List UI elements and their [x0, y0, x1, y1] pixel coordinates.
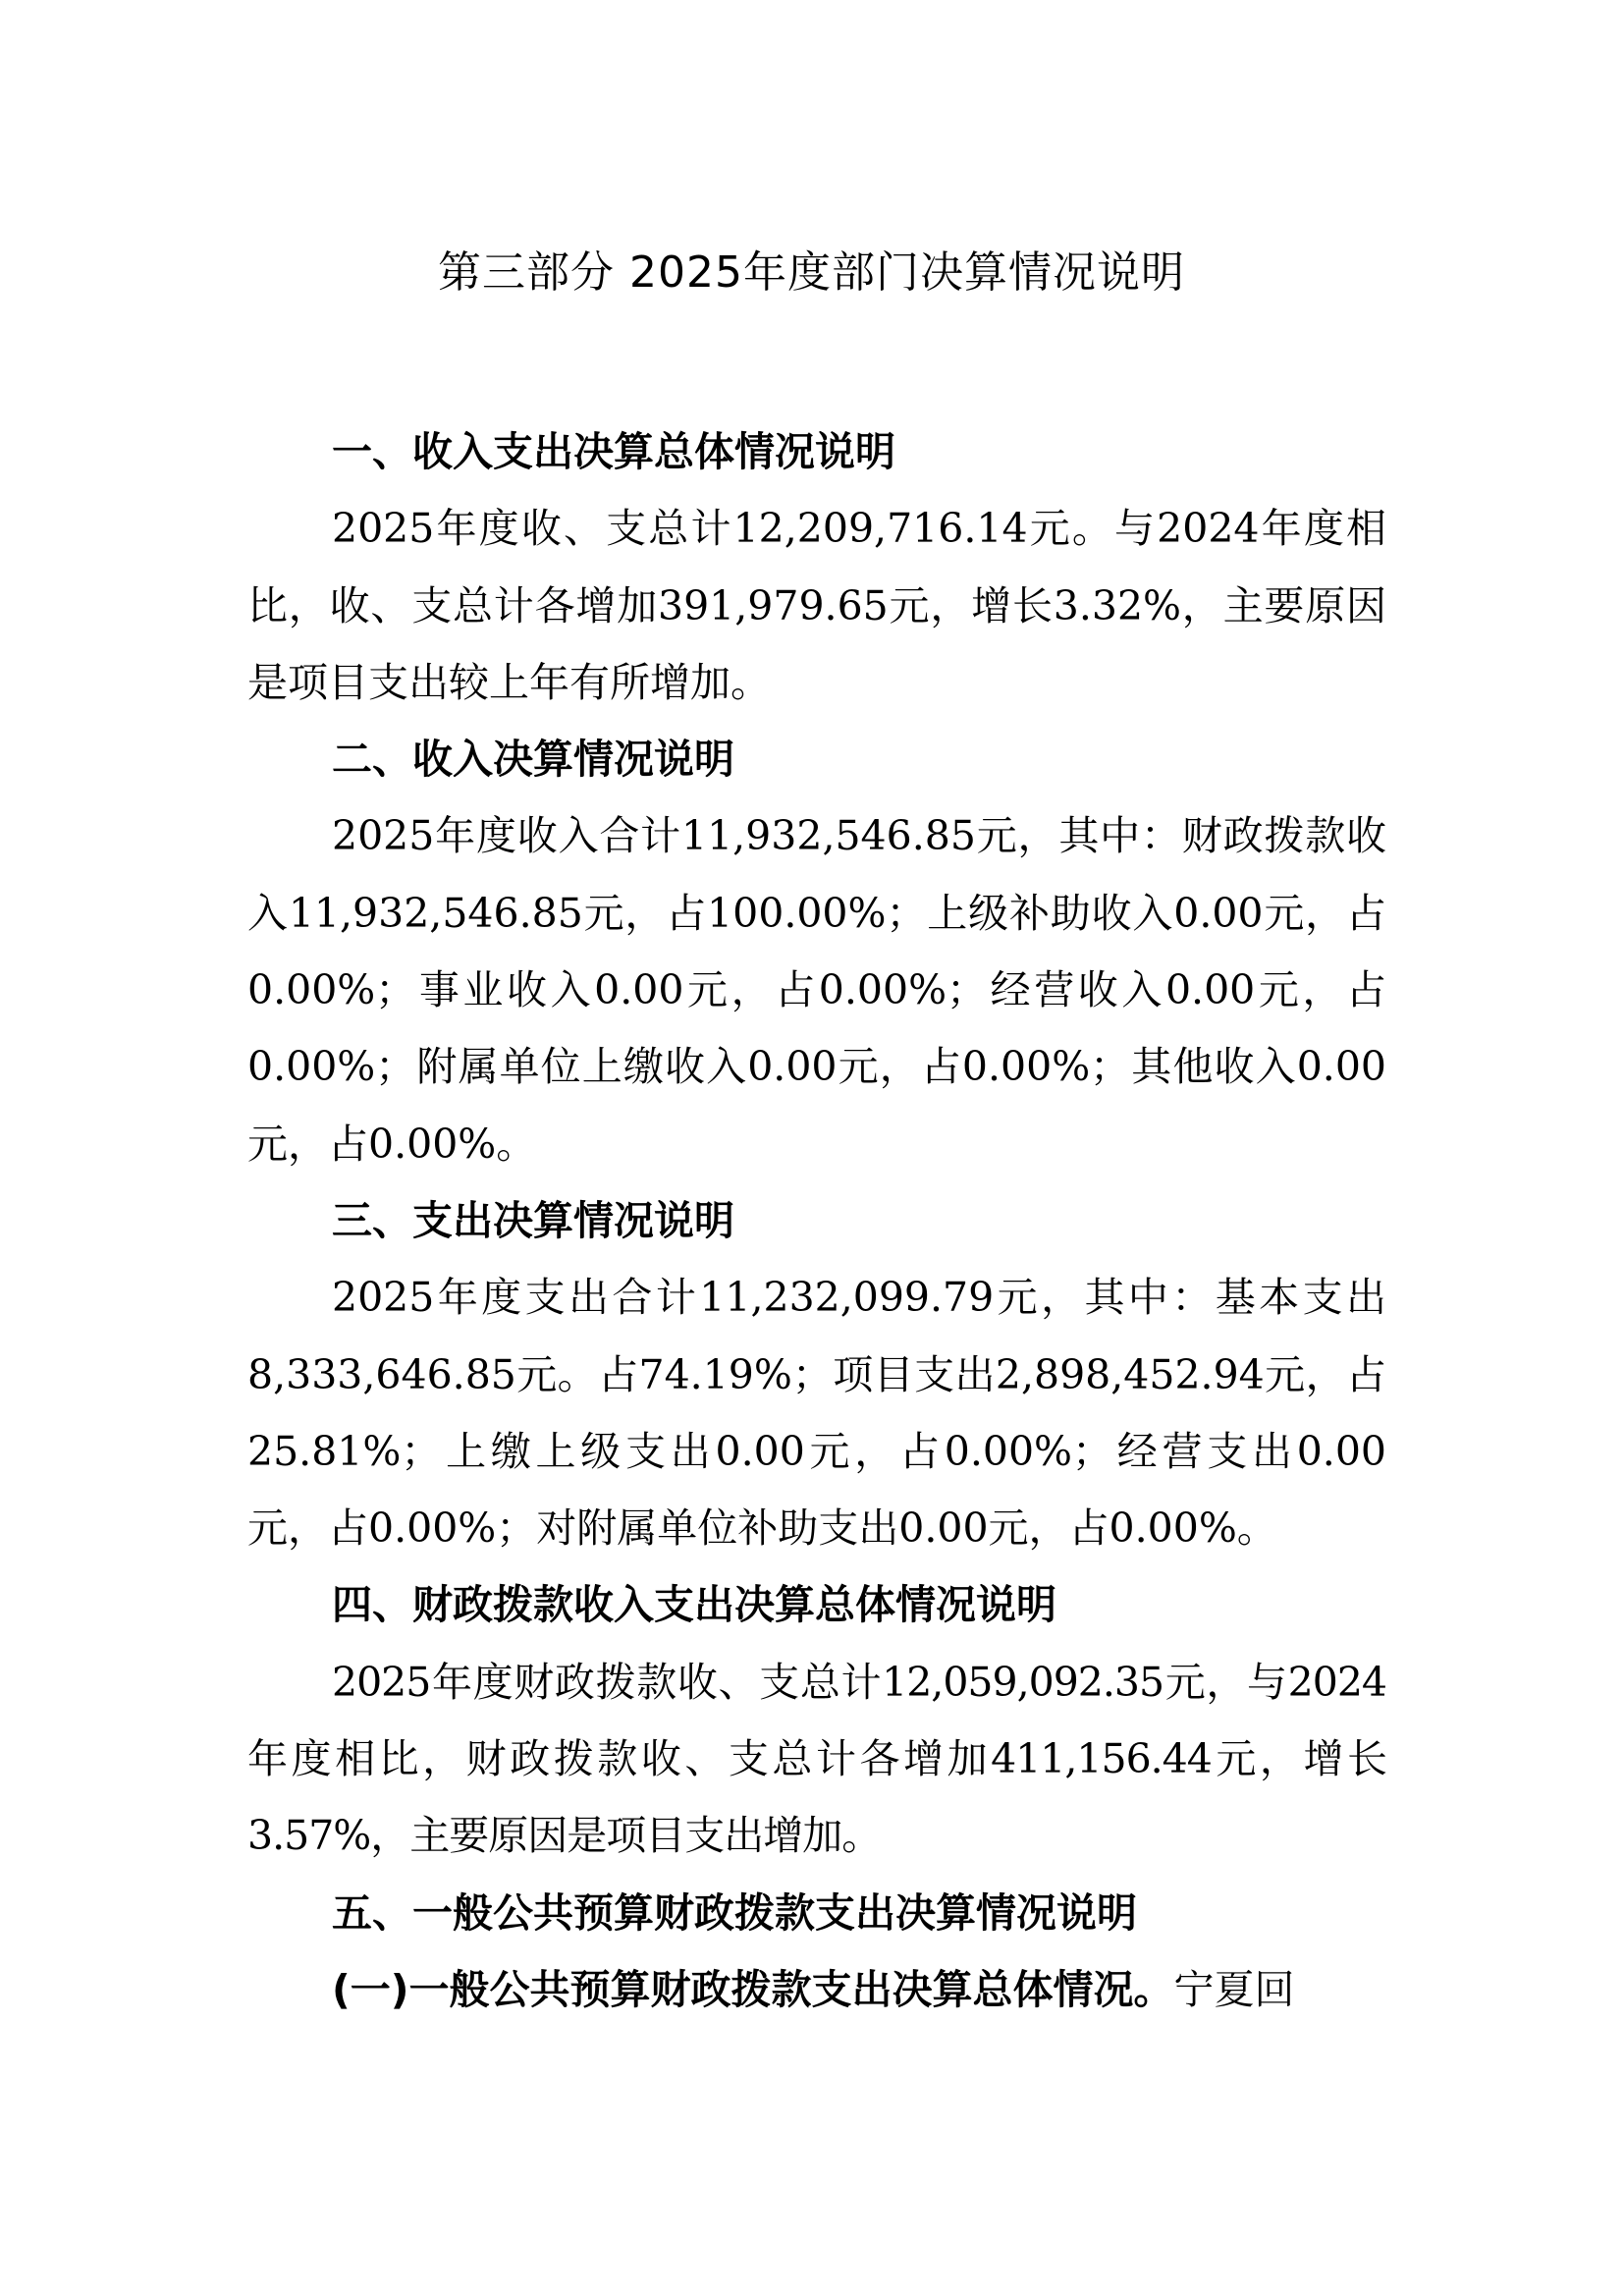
- section-1-heading: 一、收入支出决算总体情况说明: [332, 428, 895, 475]
- section-5-subparagraph: [247, 1951, 1386, 2028]
- section-2-paragraph: 2025年度收入合计11,932,546.85元，其中：财政拨款收入11,932,546.85元，占100.00%；上级补助收入0.00元，占0.00%；事业收入0.00元，占0.00%；经营收入0.00元，占0.00%；附属单位上缴收入0.00元，占0.00%；其他收入0.00元，占0.00%。: [247, 812, 1386, 1168]
- document-title: 第三部分 2025年度部门决算情况说明: [438, 247, 1185, 298]
- section-3-paragraph: 2025年度支出合计11,232,099.79元，其中：基本支出8,333,646.85元。占74.19%；项目支出2,898,452.94元，占25.81%；上缴上级支出0.00元，占0.00%；经营支出0.00元，占0.00%；对附属单位补助支出0.00元，占0.00%。: [247, 1274, 1386, 1553]
- section-5-subheading: (一)一般公共预算财政拨款支出决算总体情况。: [332, 1965, 1174, 2013]
- section-4-heading: 四、财政拨款收入支出决算总体情况说明: [332, 1581, 1056, 1629]
- section-4-paragraph: 2025年度财政拨款收、支总计12,059,092.35元，与2024年度相比，财政拨款收、支总计各增加411,156.44元，增长3.57%，主要原因是项目支出增加。: [247, 1658, 1386, 1860]
- document-body: [247, 413, 1386, 2028]
- section-2-heading: 二、收入决算情况说明: [332, 736, 734, 784]
- section-1-paragraph: 2025年度收、支总计12,209,716.14元。与2024年度相比，收、支总计各增加391,979.65元，增长3.32%，主要原因是项目支出较上年有所增加。: [247, 505, 1386, 706]
- section-3-heading: 三、支出决算情况说明: [332, 1196, 734, 1244]
- section-5-subtext: 宁夏回: [1173, 1965, 1295, 2013]
- section-5-heading: 五、一般公共预算财政拨款支出决算情况说明: [332, 1888, 1137, 1937]
